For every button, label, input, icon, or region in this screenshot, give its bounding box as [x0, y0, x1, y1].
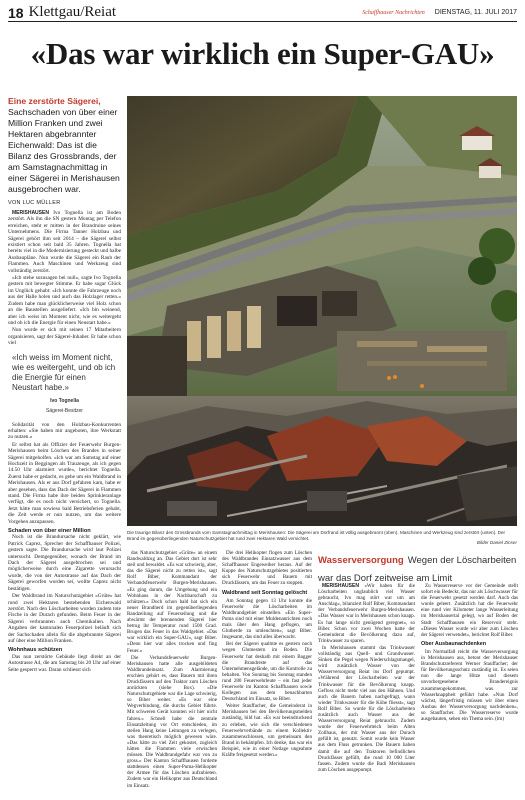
subheading: Waldbrand seit Sonntag gelöscht [222, 589, 308, 596]
page-header [8, 4, 517, 22]
subheading: Ober Ausbaunachdenken [421, 640, 487, 647]
article-paragraph: das Naturschutzgebiet «Grüte» an einem Randwaldzug an. Das Gebiet dort ist sehr steil und bewaldet. «Es war schwierig, aber, das die Sägerei nicht zu retten ist», sagt Rolf Biber, Kommandant der Verbandsfeuerwehr Burgen-Merishausen. «Es ging darum, die Umgebung und ein Wohnhaus in der Nachbarschaft zu schützen.» Doch schon bald hat sich ein neuer Brandherd im gegenüberliegenden Randzeilung auf Feuerseilung und die abwärmt der brennenden Sägerei hier betrug ihr Temperatur rund 1500 Grad. Brugen das Feuer in das Waldgebiet. «Das war wirklich ein Super-GAU», sagt Biber. «Denn hier war alles trocken und fing Feuer.» [127, 550, 217, 654]
article-paragraph: Am Sonntag gegen 13 Uhr konnte die Feuerwehr die Löscharbeiten im Waldbrandgebiet einstellen. «Ein Super-Puma sind mit einer Muldenanrichten noch mals über den Hang geflogen, um Glutherde zu umleuchten», sagt Biber. Insgesamt, das sind alles überwacht. [222, 597, 312, 641]
column-3 [222, 550, 312, 798]
column-2 [127, 550, 217, 798]
subheading: Wohnhaus schützen [8, 647, 63, 654]
photo-caption: Die traurige Bilanz des Grossbrands vom Samstagnachmittag in Merishausen: Die Sägerei am Dorfrand ist völlig ausgebrannt (oben). Maschinen und Werkzeug sind zerstört (unten). Der Brand im gegenüberliegenden Naturschutzgebiet hat rund zwei Hektaren Wald vernichtet. Bilder Daniel Zinser [127, 530, 517, 546]
dateline: MERISHAUSEN [12, 210, 49, 216]
article-intro [8, 210, 121, 347]
debris-photo [127, 396, 517, 526]
article-paragraph: Er selbst hat als Offizier der Feuerwehr Burgen-Merishausen beim Löschen des Brandes in seiner Sägerei mitgeholfen. «Ich war am Samstag auf einer Hochzeit in Beggingen als Trauzeuge, als ich gegen 14.50 Uhr alarmiert wurde», berichtet Tognella. Zuerst habe er gedacht, es gehe um ein Waldbrand in Merishausen. Als er aus Dorf gefahren kam, habe er aber gesehen, dass das Dach der Sägerei in Flammen stand. Die Firma habe ihre beiden Sprinkleranlage verfügt, die es noch nicht versichert, so Tognella. Jetzt hätte man sowieso bald Betriebsferien gehabt, die Zeit werde er nun nutzen, um das weitere Vorgehen anzupassen. [8, 441, 121, 525]
sidebar-column-2 [421, 583, 518, 798]
lead-highlight: Eine zerstörte Sägerei, [8, 96, 101, 106]
article-paragraph: Das nun zerstörte Gebäude liegt direkt an der Autostrasse A4, die am Samstag bis 20 Uhr auf einer Seite gesperrt war. Daran schliesst sich [8, 653, 121, 673]
aerial-photo [127, 96, 517, 396]
article-paragraph: Der Waldbrand im Naturschutzgebiet «Grüte» hat rund zwei Hektaren bestehenden Eichenwald zerstört. Nach den Löscharbeiten wurden zudem tote Fische in der Durach gefunden. Beim Feuer in der Sägerei verbrannten auch Chemikalien. Nach Angaben der kantonalen Feuerpolizei beläuft sich der Sachschaden allein für die abgebrannte Sägerei auf über eine Million Franken. [8, 593, 121, 644]
lead-paragraph [8, 96, 121, 195]
sidebar-columns [318, 583, 518, 800]
sidebar-column-1 [318, 583, 415, 798]
photo-area [127, 96, 517, 526]
section-title: Klettgau/Reiat [28, 4, 117, 20]
article-paragraph: Nun wurde er sich mit seinen 17 Mitarbeitern organisieren, sagt der Sägerei-Inhaber. Er habe schon viel [8, 327, 121, 347]
pull-quote-text: «Ich weiss im Moment nicht, wie es weitergeht, und ob ich die Energie für einen Neustart habe.» [12, 352, 116, 392]
article-paragraph: In Merishausen stammt das Trinkwasser vollständig aus Quell- und Grundwasser. Sinken die Pegel wegen Niederschlagsmangel, wird zusätzlich Wasser von der Wasserversorgung Reiat ins Dorf gepumpt. «Während der Löscharbeiten war der Trinkwasser für die Bevölkerung knapp. Gefloss nicht mehr viel aus den Hähnen. Und auch die Bauern haben nachgefragt, wann wieder Trinkwasser für die Kühe fliesst», sagt Rolf Biber. So wurde für die Löscharbeiten zusätzlich auch Wasser aus der Wasserversorgung Reiat gebraucht. Zudem wurde der Feuerwehrteich beim Alten Zollhaus, der mit Wasser aus der Durach gefüllt ist, genutzt. Somit wurde kein Wasser aus dem Fluss getrunken. Die Bauern haben damit die auf den Traktoren befindlichen Druckfässer gefüllt, die rund 10 000 Liter fassen. Zudem wurde die Badi Merishausen zum Löschen ausgepumpt. [318, 644, 415, 773]
left-column [8, 96, 121, 716]
sidebar-kicker: Wasserversorgung [318, 555, 404, 566]
article-paragraph: Zu Wasserreserve vor der Gemeinde stellt sofort ein Bedeckt, das nur als Löschwasser für die Feuerwehr gesetzt werden darf. Auch das wurde geleert. Zusätzlich hat die Feuerwehr eine rund vier Kilometer lange Wasserleitung im Merishausertal gelegt, wo auf Boden der Stadt Schaffhausen ein Reservoir steht. «Dieses Wasser wurde wir aber zum Löschen der Sägerei verwendet», berichtet Rolf Biber. [421, 583, 518, 638]
photo-credit: Bilder Daniel Zinser [476, 540, 517, 546]
page-number: 18 [8, 4, 24, 21]
subheading: Schaden von über einer Million [8, 528, 91, 535]
article-paragraph: Im Normalfall reicht die Wasserversorgung in Merishausen aus, betont der Merishauser Brandschutzreferent Werner Stauffacher; der für Bevölkerungsschutz zuständig ist. Es seien nun die lange Hitze und diesem unvorhergesehene Brandereignis zusammengekommen, was zur Wasserknappheit geführt habe. «Nun Dorf wächst, längerfristig müssen wir über einen Ausbau der Wasserversorgung nachdenken», so Stauffacher. Die Wasserreserve wurde ausgebauten, sehen ein Thema sein. (lm) [421, 648, 518, 722]
headline: «Das war wirklich ein Super-GAU» [30, 36, 495, 71]
article-continued [8, 422, 121, 673]
pull-quote-author: Ivo Tognella [50, 397, 79, 404]
byline: VON LUC MÜLLER [8, 200, 61, 206]
issue-date: DIENSTAG, 11. JULI 2017 [434, 9, 517, 16]
newspaper-masthead: Schaffhauser Nachrichten [362, 9, 425, 16]
sidebar-heading [318, 550, 518, 584]
article-paragraph: MERISHAUSEN «Wir haben für die Löscharbeiten unglaublich viel Wasser gebraucht, Ivo mag stört war um am Anschlag», bilanziert Rolf Biber, Kommandant der Verbandsfeuerwehr Burgen-Merishausen. «Das Wasser war in Merishausen schon knapp. Es hat lange nicht genügend geregnet», so Biber. Schon vor zwei Wochen hatte der Gemeinderat die Bevölkerung dazu auf, Trinkwasser zu sparen. [318, 583, 415, 644]
pull-quote [12, 353, 117, 416]
fire-photos [127, 96, 517, 526]
article-paragraph: Weiter Stauffacher, die Gemeinderat in Merishausen bei den Bevölkerungsmelden zuständig, bild hat. «Es war beeindruckend zu erleben, wie sich die verschiedenen Feuerwehrverbände zu einem Kollektiv zusammenschlossen, um gemeinsam den Brand in bekämpfen. Ich denke, das war ein Beispiel, wie in einer Notlage ungeahnte Kräfte freigesetzt werden.» [222, 703, 312, 758]
lead-text: Sachschaden von über einer Million Franken und zwei Hektaren abgebrannter Eichenwald: Das ist die Bilanz des Grossbrands, der am Samstagnachmittag in einer Sägerei in Merishausen ausgebrochen war. [8, 107, 120, 194]
article-paragraph: Die Verbandsfeuerwehr Burgen-Merishausen hatte alle ausgebildeten Waldbrandeinsatz. Zum Alarmierung erschien gehört es, dass Bauern mit ihren Druckfässern auf den Traktor zum Löschen anrückten (siehe Box). «Die Naturschutzgebiete war die Lage schwierig, so Biber weiter. «Es war eine Wegverbindung, die durchs Gebiet führte. Mit schweren Gerät konnten wir hier nicht fahren.» Schnell habe die zentrale Einsatzleitung vor Ort entschieden, im steilen Hang keine Leitungen zu verlegen, was theoretisch möglich gewesen wäre. «Das hätte zu viel Zeit gekostet, zugleich hätten die Flammen viele erwischen müssen. Die Waldbrandgefahr war von zu gross.» Der Kanton Schaffhausen forderte stattdessen einen Super-Puma-Helikopter der Armee für das Löschen aufzubieten. Zudem war ein Helikopter aus Deutschland im Einsatz. [127, 654, 217, 789]
article-paragraph: Noch ist die Brandursache nicht geklärt, wie Patrick Caprez, Sprecher der Schaffhauser Polizei, gestern sagte. Die Brandursache wird laut Polizei untersucht. Demgegenüber, wonach der Brand im Dach der Sägerei ausgebrochen sei und möglicherweise durch eine Zigarette verursacht wurde, die von der Autostrasse auf das Dach der Sägerei geworfen worden sei, wollte Caprez nicht bestätigen. [8, 534, 121, 592]
article-paragraph: Bei der Sägerei qualmte es gestern noch wegen Glutnestern im Boden. Die Feuerwehr hat deshalb mit einem Bagger die Brandreste auf das Unternehmensgelände, um die Kontrolle zu behalten. Von Sonntag bis Sonntag standen rund 280 Feuerwehrleute – ein fast jeder Feuerwehr im Kanton Schaffhausen sowie Kollegen aus dem benachbarten Deutschland im Einsatz, so Biber. [222, 641, 312, 703]
article-paragraph: Solidarität von den Holzbau-Konkurrenten erhalten: «Sie haben mir angeboten, ihre Werkstatt zu nutzen.» [8, 421, 121, 441]
article-paragraph: MERISHAUSEN Ivo Tognella ist am Boden zerstört. Als ihn die SN gestern Montag per Telefon erreichen, steht er mitten in der Brandruine seines Unternehmens. Die Firma Tanner Holzbau und Sägerei gehört ihm seit 2014 – die Sägerei selbst existiert schon seit bald 35 Jahren. Tognella hat bereits viel in die Modernisierung gesteckt und halbe Ausbaupläne. Nun wurde die Sägerei ein Raub der Flammen. Auch Maschinen und Werkzeug sind vollständig zerstört. [8, 210, 121, 274]
article-paragraph: «Ich stehe sozusagen bei null», sagte Ivo Tognella gestern mit bewegter Stimme. Er habe sogar Glück im Unglück gehabt: «Ich konnte die Fahrzeuge noch aus der Halle holen und auch das Holzlager retten.» Zudem habe man glücklicherweise viel Holz schon an die Baustellen ausgeliefert. «Ich bin weinend, aber ich weiss im Moment nicht, wie es weitergeht und ob ich die Energie für einen Neustart habe.» [8, 275, 121, 326]
article-paragraph: Die drei Helikopter flogen zum Löschen des Waldbrandes Einsatzwasser aus dem Schaffhauser Engeweiher heraus. Auf der Kuppe des Naturschutzgebietes positierten sich Feuerwehr und Bauern mit Druckfässern, um das Feuer zu stoppen. [222, 550, 312, 587]
sidebar-subtitle: Wegen der Löscharbeiten war das Dorf zeitweise am Limit [318, 555, 517, 584]
pull-quote-role: Sägerei-Besitzer [46, 407, 83, 414]
